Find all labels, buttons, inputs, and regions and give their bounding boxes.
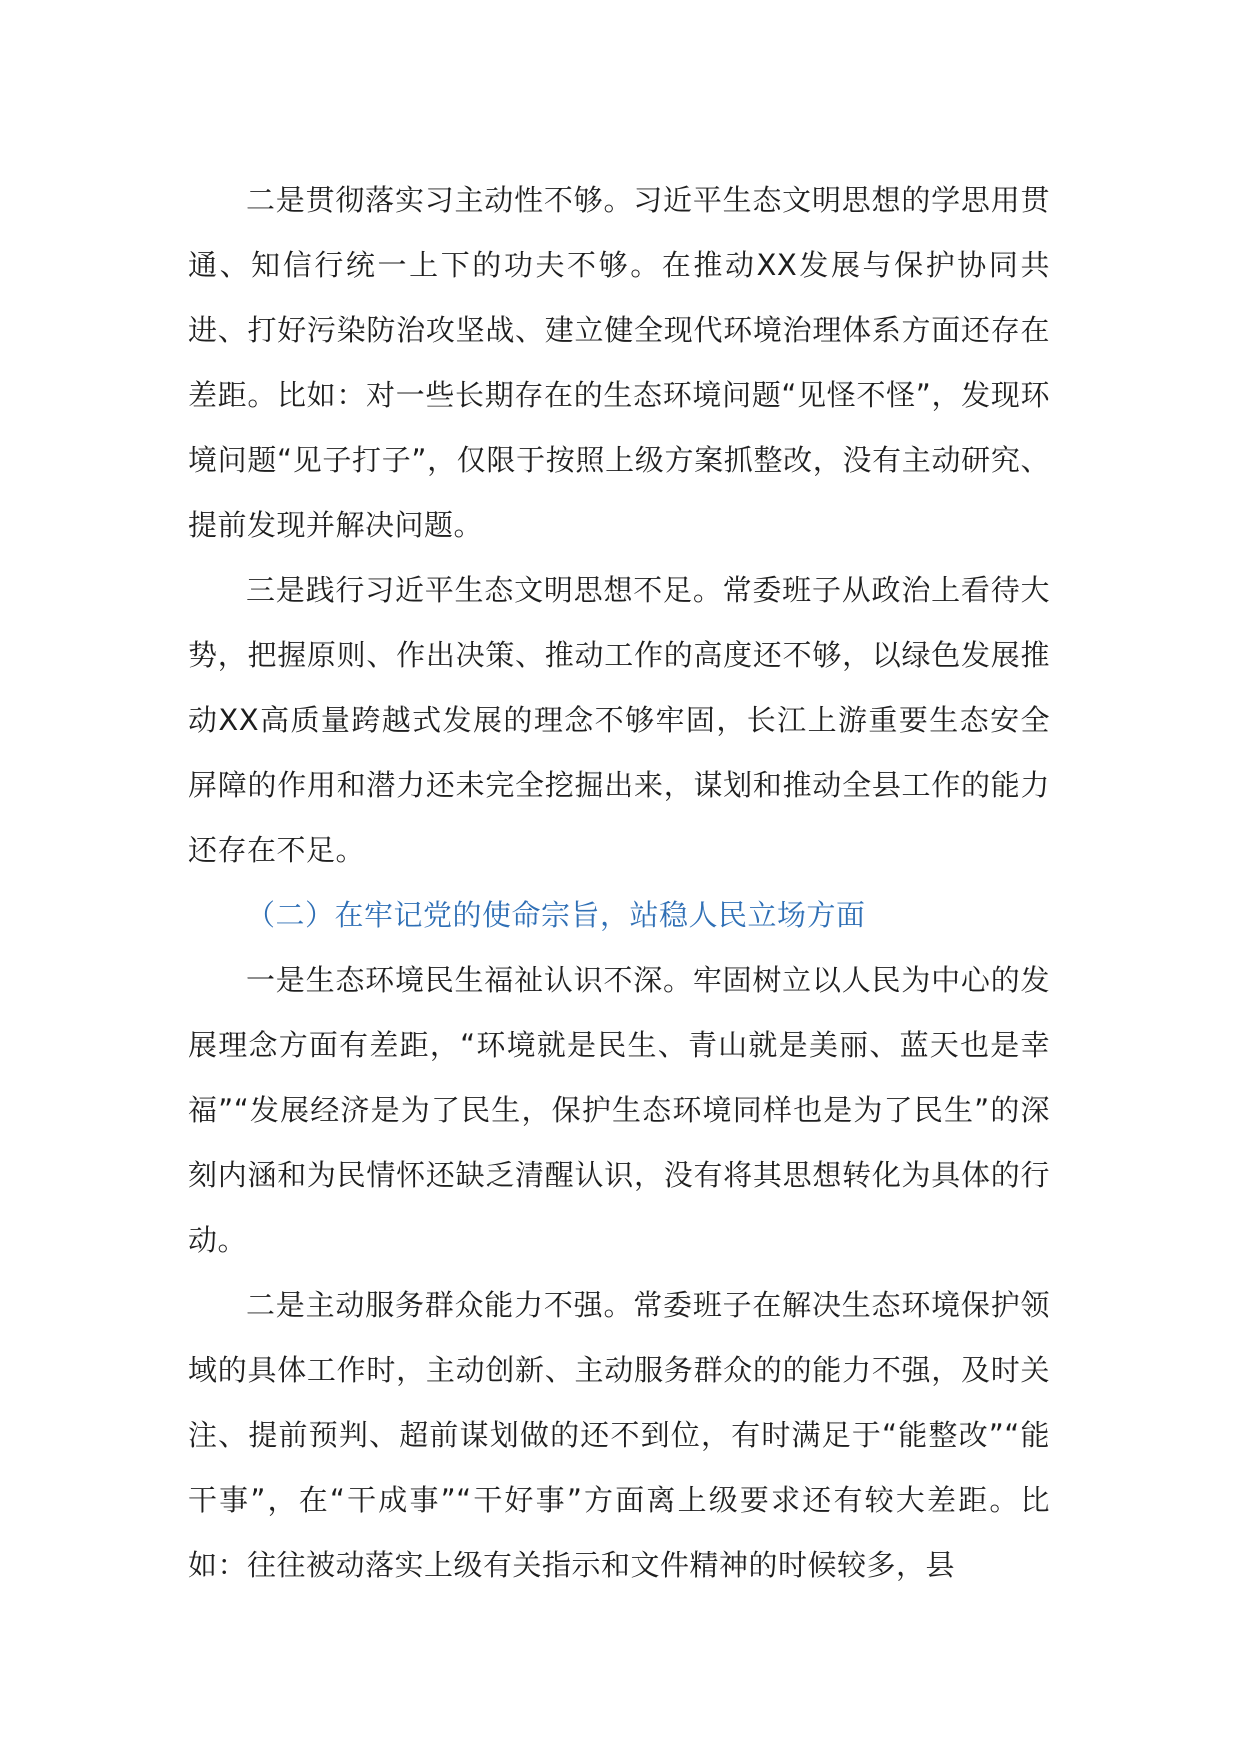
paragraph-service: 二是主动服务群众能力不强。常委班子在解决生态环境保护领域的具体工作时，主动创新、主动服务群众的的能力不强，及时关注、提前预判、超前谋划做的还不到位，有时满足于“能整改”“能干事”，在“干成事”“干好事”方面离上级要求还有较大差距。比如：往往被动落实上级有关指示和文件精神的时候较多，县 [188, 1288, 1050, 1582]
paragraph-implementation: 二是贯彻落实习主动性不够。习近平生态文明思想的学思用贯通、知信行统一上下的功夫不够。在推动XX发展与保护协同共进、打好污染防治攻坚战、建立健全现代环境治理体系方面还存在差距。比如：对一些长期存在的生态环境问题“见怪不怪”，发现环境问题“见子打子”，仅限于按照上级方案抓整改，没有主动研究、提前发现并解决问题。 [188, 183, 1050, 542]
document-body [188, 168, 1050, 1598]
section-heading: （二）在牢记党的使命宗旨，站稳人民立场方面 [246, 898, 866, 932]
paragraph-practice: 三是践行习近平生态文明思想不足。常委班子从政治上看待大势，把握原则、作出决策、推动工作的高度还不够，以绿色发展推动XX高质量跨越式发展的理念不够牢固，长江上游重要生态安全屏障的作用和潜力还未完全挖掘出来，谋划和推动全县工作的能力还存在不足。 [188, 573, 1050, 867]
paragraph-livelihood: 一是生态环境民生福祉认识不深。牢固树立以人民为中心的发展理念方面有差距，“环境就是民生、青山就是美丽、蓝天也是幸福”“发展经济是为了民生，保护生态环境同样也是为了民生”的深刻内涵和为民情怀还缺乏清醒认识，没有将其思想转化为具体的行动。 [188, 963, 1050, 1257]
